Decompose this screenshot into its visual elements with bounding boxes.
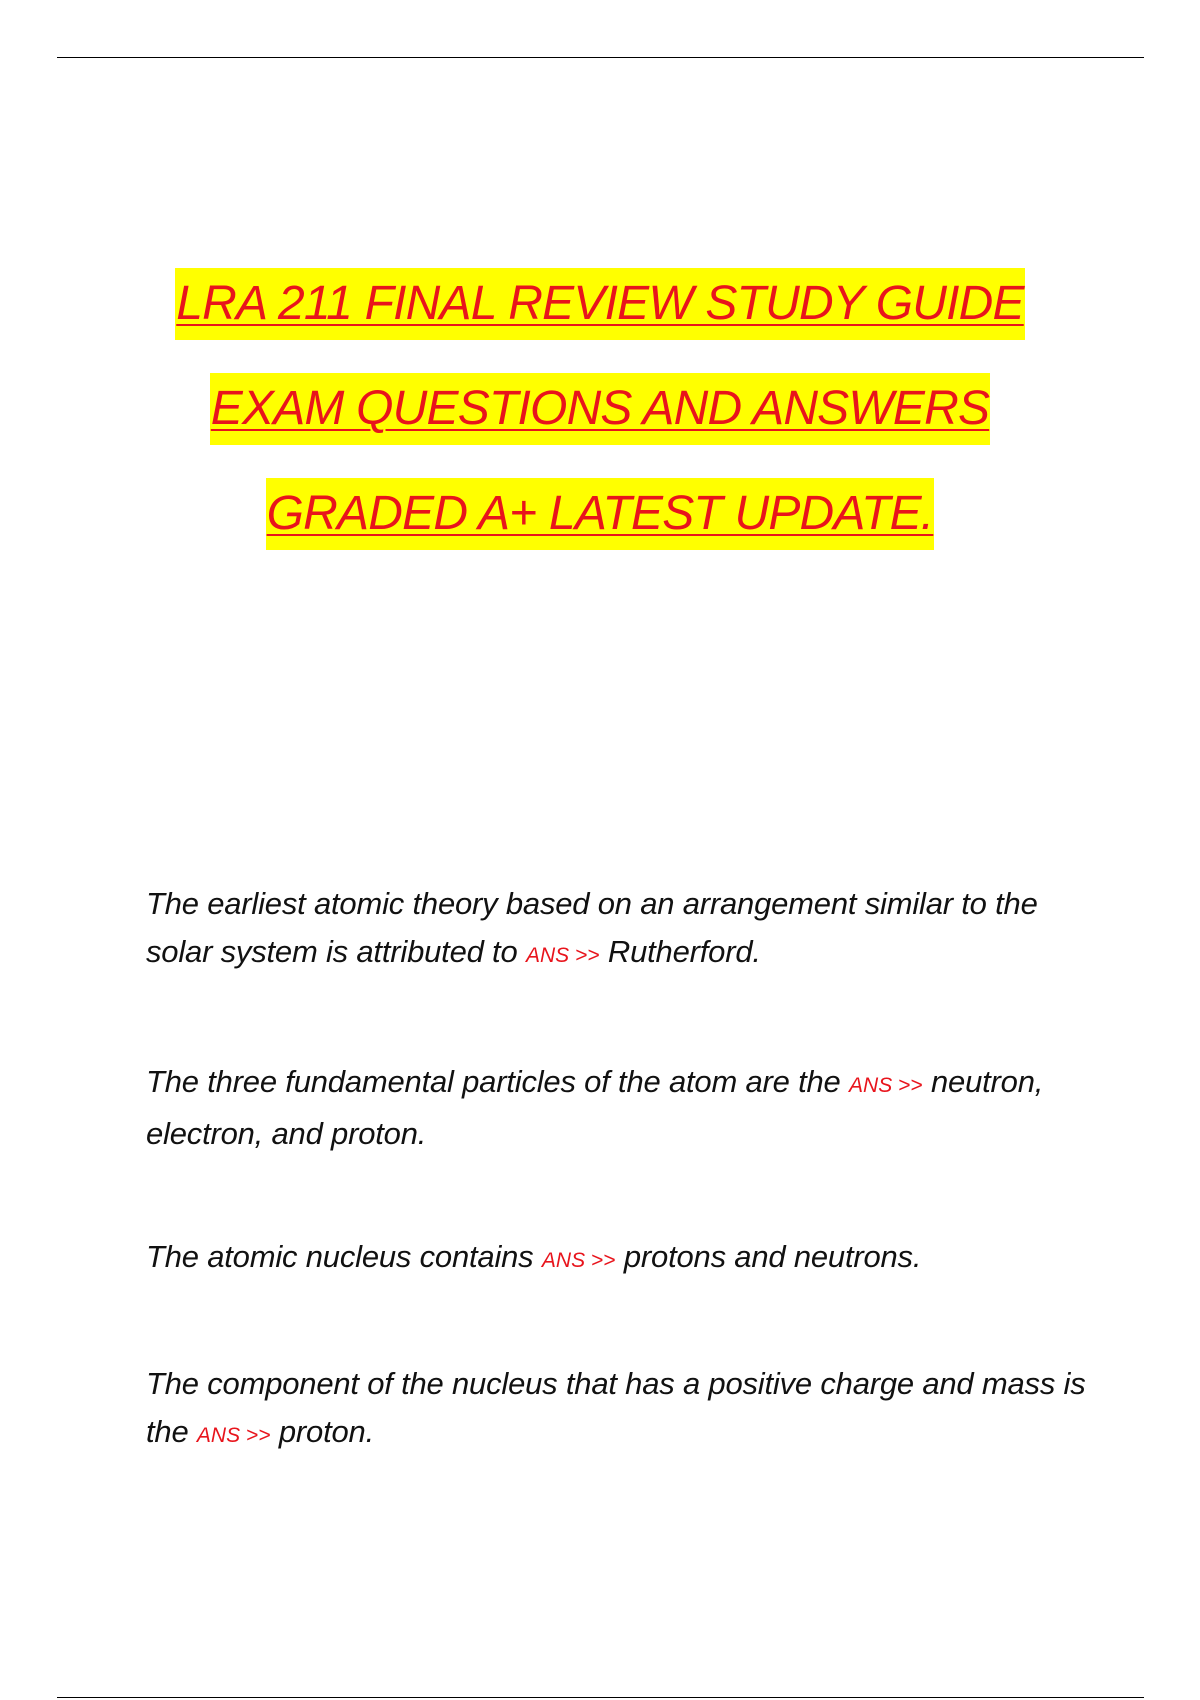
title-line-2 [0,367,1200,472]
qa-item [146,1233,1086,1285]
ans-marker: ANS >> [849,1074,923,1097]
answer-text: protons and neutrons. [623,1239,922,1274]
question-text: The three fundamental particles of the atom are the [146,1064,841,1099]
title-line-2-text: EXAM QUESTIONS AND ANSWERS [210,373,990,445]
question-text: The component of the nucleus that has a positive charge and mass is the [146,1366,1086,1449]
ans-marker: ANS >> [541,1249,616,1272]
title-line-3-text: GRADED A+ LATEST UPDATE. [266,478,935,550]
document-title [0,262,1200,577]
answer-text: neutron, electron, and proton. [146,1064,1044,1151]
answer-text: Rutherford. [607,934,761,969]
ans-marker: ANS >> [196,1424,271,1447]
answer-text: proton. [278,1414,375,1449]
header-rule [57,57,1144,58]
question-text: The atomic nucleus contains [146,1239,534,1274]
question-text: The earliest atomic theory based on an arrangement similar to the solar system is attributed to [146,886,1038,969]
qa-item [146,1360,1086,1460]
title-line-1 [0,262,1200,367]
qa-item [146,880,1086,980]
title-line-3 [0,472,1200,577]
title-line-1-text: LRA 211 FINAL REVIEW STUDY GUIDE [175,268,1025,340]
ans-marker: ANS >> [525,944,600,967]
footer-rule [57,1697,1144,1698]
qa-item [146,1058,1086,1158]
